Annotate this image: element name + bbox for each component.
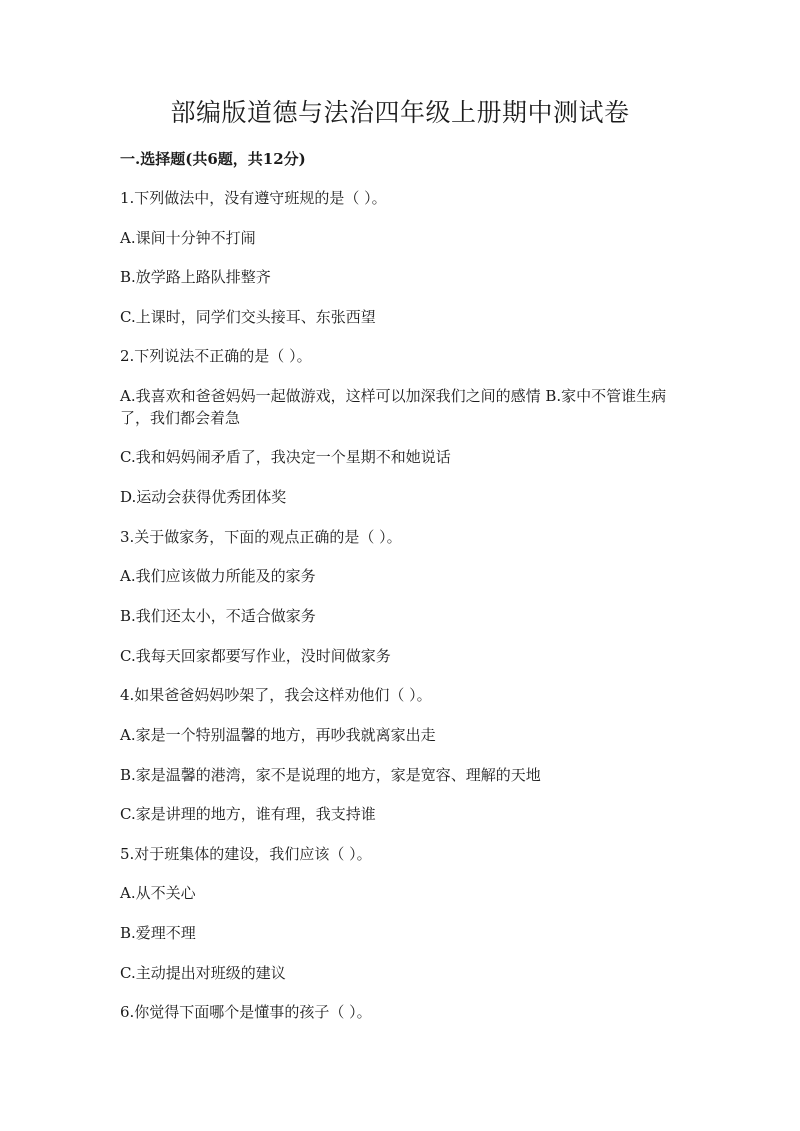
question-3: 3.关于做家务，下面的观点正确的是（ ）。 (120, 528, 402, 546)
question-5: 5.对于班集体的建设，我们应该（ ）。 (120, 845, 372, 863)
question-2-option-ab: A.我喜欢和爸爸妈妈一起做游戏，这样可以加深我们之间的感情 B.家中不管谁生病了，我们都会着急 (120, 387, 667, 427)
question-4: 4.如果爸爸妈妈吵架了，我会这样劝他们（ ）。 (120, 686, 432, 704)
question-6: 6.你觉得下面哪个是懂事的孩子（ ）。 (120, 1003, 372, 1021)
question-3-option-b: B.我们还太小，不适合做家务 (120, 607, 316, 625)
question-5-option-b: B.爱理不理 (120, 924, 196, 942)
section-heading: 一.选择题(共6题，共12分) (120, 150, 306, 168)
question-1-option-c: C.上课时，同学们交头接耳、东张西望 (120, 308, 376, 326)
question-5-option-c: C.主动提出对班级的建议 (120, 964, 286, 982)
question-1: 1.下列做法中，没有遵守班规的是（ ）。 (120, 189, 387, 207)
question-4-option-b: B.家是温馨的港湾，家不是说理的地方，家是宽容、理解的天地 (120, 766, 541, 784)
question-2-option-c: C.我和妈妈闹矛盾了，我决定一个星期不和她说话 (120, 448, 451, 466)
question-4-option-c: C.家是讲理的地方，谁有理，我支持谁 (120, 805, 376, 823)
question-1-option-a: A.课间十分钟不打闹 (120, 229, 256, 247)
page-title: 部编版道德与法治四年级上册期中测试卷 (170, 98, 630, 127)
question-2-option-d: D.运动会获得优秀团体奖 (120, 488, 287, 506)
question-1-option-b: B.放学路上路队排整齐 (120, 268, 271, 286)
question-2: 2.下列说法不正确的是（ ）。 (120, 347, 312, 365)
question-4-option-a: A.家是一个特别温馨的地方，再吵我就离家出走 (120, 726, 436, 744)
question-3-option-a: A.我们应该做力所能及的家务 (120, 567, 316, 585)
question-5-option-a: A.从不关心 (120, 884, 196, 902)
question-3-option-c: C.我每天回家都要写作业，没时间做家务 (120, 647, 391, 665)
